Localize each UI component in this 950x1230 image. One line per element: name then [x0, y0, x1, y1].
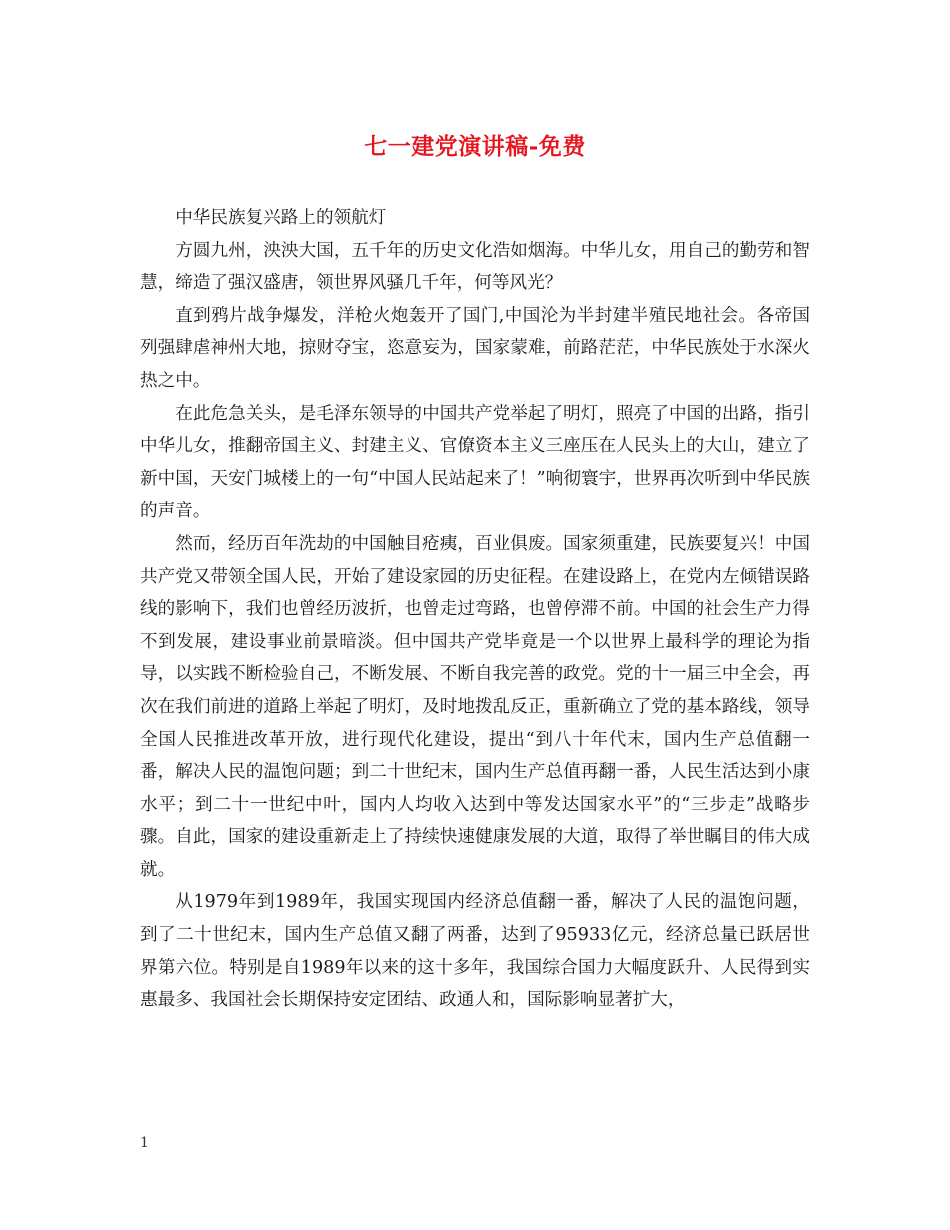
- document-title: 七一建党演讲稿-免费: [364, 133, 586, 160]
- document-body: [140, 202, 810, 1017]
- paragraph: 在此危急关头，是毛泽东领导的中国共产党举起了明灯，照亮了中国的出路，指引中华儿女，推翻帝国主义、封建主义、官僚资本主义三座压在人民头上的大山，建立了新中国，天安门城楼上的一句“中国人民站起来了！”响彻寰宇，世界再次听到中华民族的声音。: [140, 403, 810, 522]
- paragraph: 从1979年到1989年，我国实现国内经济总值翻一番，解决了人民的温饱问题，到了二十世纪末，国内生产总值又翻了两番，达到了95933亿元，经济总量已跃居世界第六位。特别是自1989年以来的这十多年，我国综合国力大幅度跃升、人民得到实惠最多、我国社会长期保持安定团结、政通人和，国际影响显著扩大，: [140, 892, 810, 1011]
- paragraph: 然而，经历百年洗劫的中国触目疮痍，百业俱废。国家须重建，民族要复兴！中国共产党又带领全国人民，开始了建设家园的历史征程。在建设路上，在党内左倾错误路线的影响下，我们也曾经历波折，也曾走过弯路，也曾停滞不前。中国的社会生产力得不到发展，建设事业前景暗淡。但中国共产党毕竟是一个以世界上最科学的理论为指导，以实践不断检验自己，不断发展、不断自我完善的政党。党的十一届三中全会，再次在我们前进的道路上举起了明灯，及时地拨乱反正，重新确立了党的基本路线，领导全国人民推进改革开放，进行现代化建设，提出“到八十年代末，国内生产总值翻一番，解决人民的温饱问题；到二十世纪末，国内生产总值再翻一番，人民生活达到小康水平；到二十一世纪中叶，国内人均收入达到中等发达国家水平”的“三步走”战略步骤。自此，国家的建设重新走上了持续快速健康发展的大道，取得了举世瞩目的伟大成就。: [140, 533, 810, 880]
- paragraph: 方圆九州，泱泱大国，五千年的历史文化浩如烟海。中华儿女，用自己的勤劳和智慧，缔造了强汉盛唐，领世界风骚几千年，何等风光？: [140, 240, 810, 294]
- paragraph-subtitle: 中华民族复兴路上的领航灯: [175, 208, 387, 228]
- paragraph: 直到鸦片战争爆发，洋枪火炮轰开了国门,中国沦为半封建半殖民地社会。各帝国列强肆虐神州大地，掠财夺宝，恣意妄为，国家蒙难，前路茫茫，中华民族处于水深火热之中。: [140, 305, 810, 391]
- page-number: 1: [140, 1135, 149, 1151]
